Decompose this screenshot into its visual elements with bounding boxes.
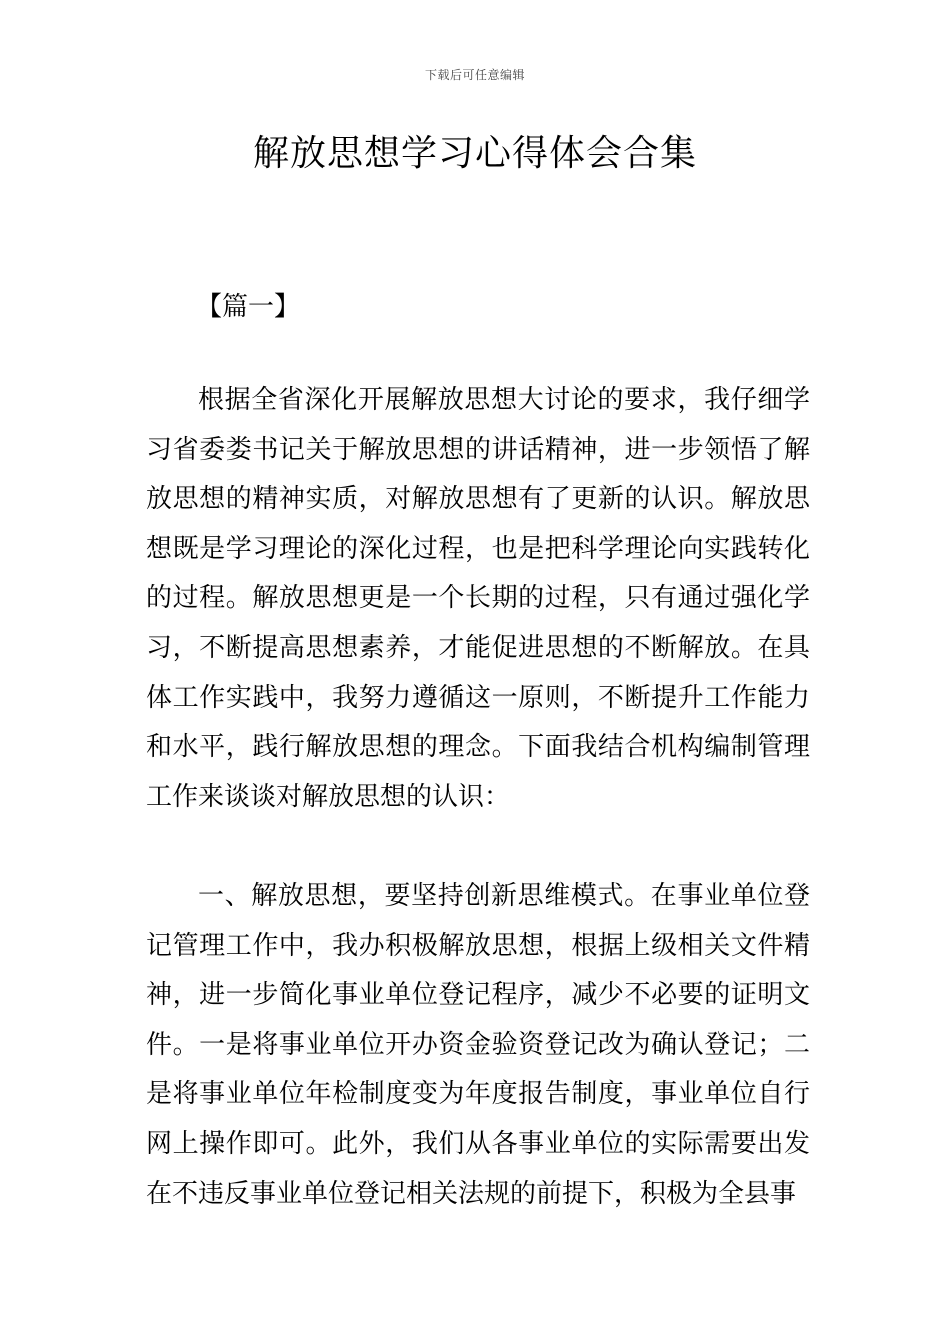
header-note: 下载后可任意编辑 [424,68,525,82]
section-label: 【篇一】 [196,292,301,322]
document-title: 解放思想学习心得体会合集 [252,133,697,174]
body-paragraph-2: 一、解放思想，要坚持创新思维模式。在事业单位登记管理工作中，我办积极解放思想，根据上级相关文件精神，进一步简化事业单位登记程序，减少不必要的证明文件。一是将事业单位开办资金验资登记改为确认登记；二是将事业单位年检制度变为年度报告制度，事业单位自行网上操作即可。此外，我们从各事业单位的实际需要出发在不违反事业单位登记相关法规的前提下，积极为全县事 [146,881,810,1209]
body-paragraph-1: 根据全省深化开展解放思想大讨论的要求，我仔细学习省委娄书记关于解放思想的讲话精神，进一步领悟了解放思想的精神实质，对解放思想有了更新的认识。解放思想既是学习理论的深化过程，也是把科学理论向实践转化的过程。解放思想更是一个长期的过程，只有通过强化学习，不断提高思想素养，才能促进思想的不断解放。在具体工作实践中，我努力遵循这一原则，不断提升工作能力和水平，践行解放思想的理念。下面我结合机构编制管理工作来谈谈对解放思想的认识： [146,385,810,812]
